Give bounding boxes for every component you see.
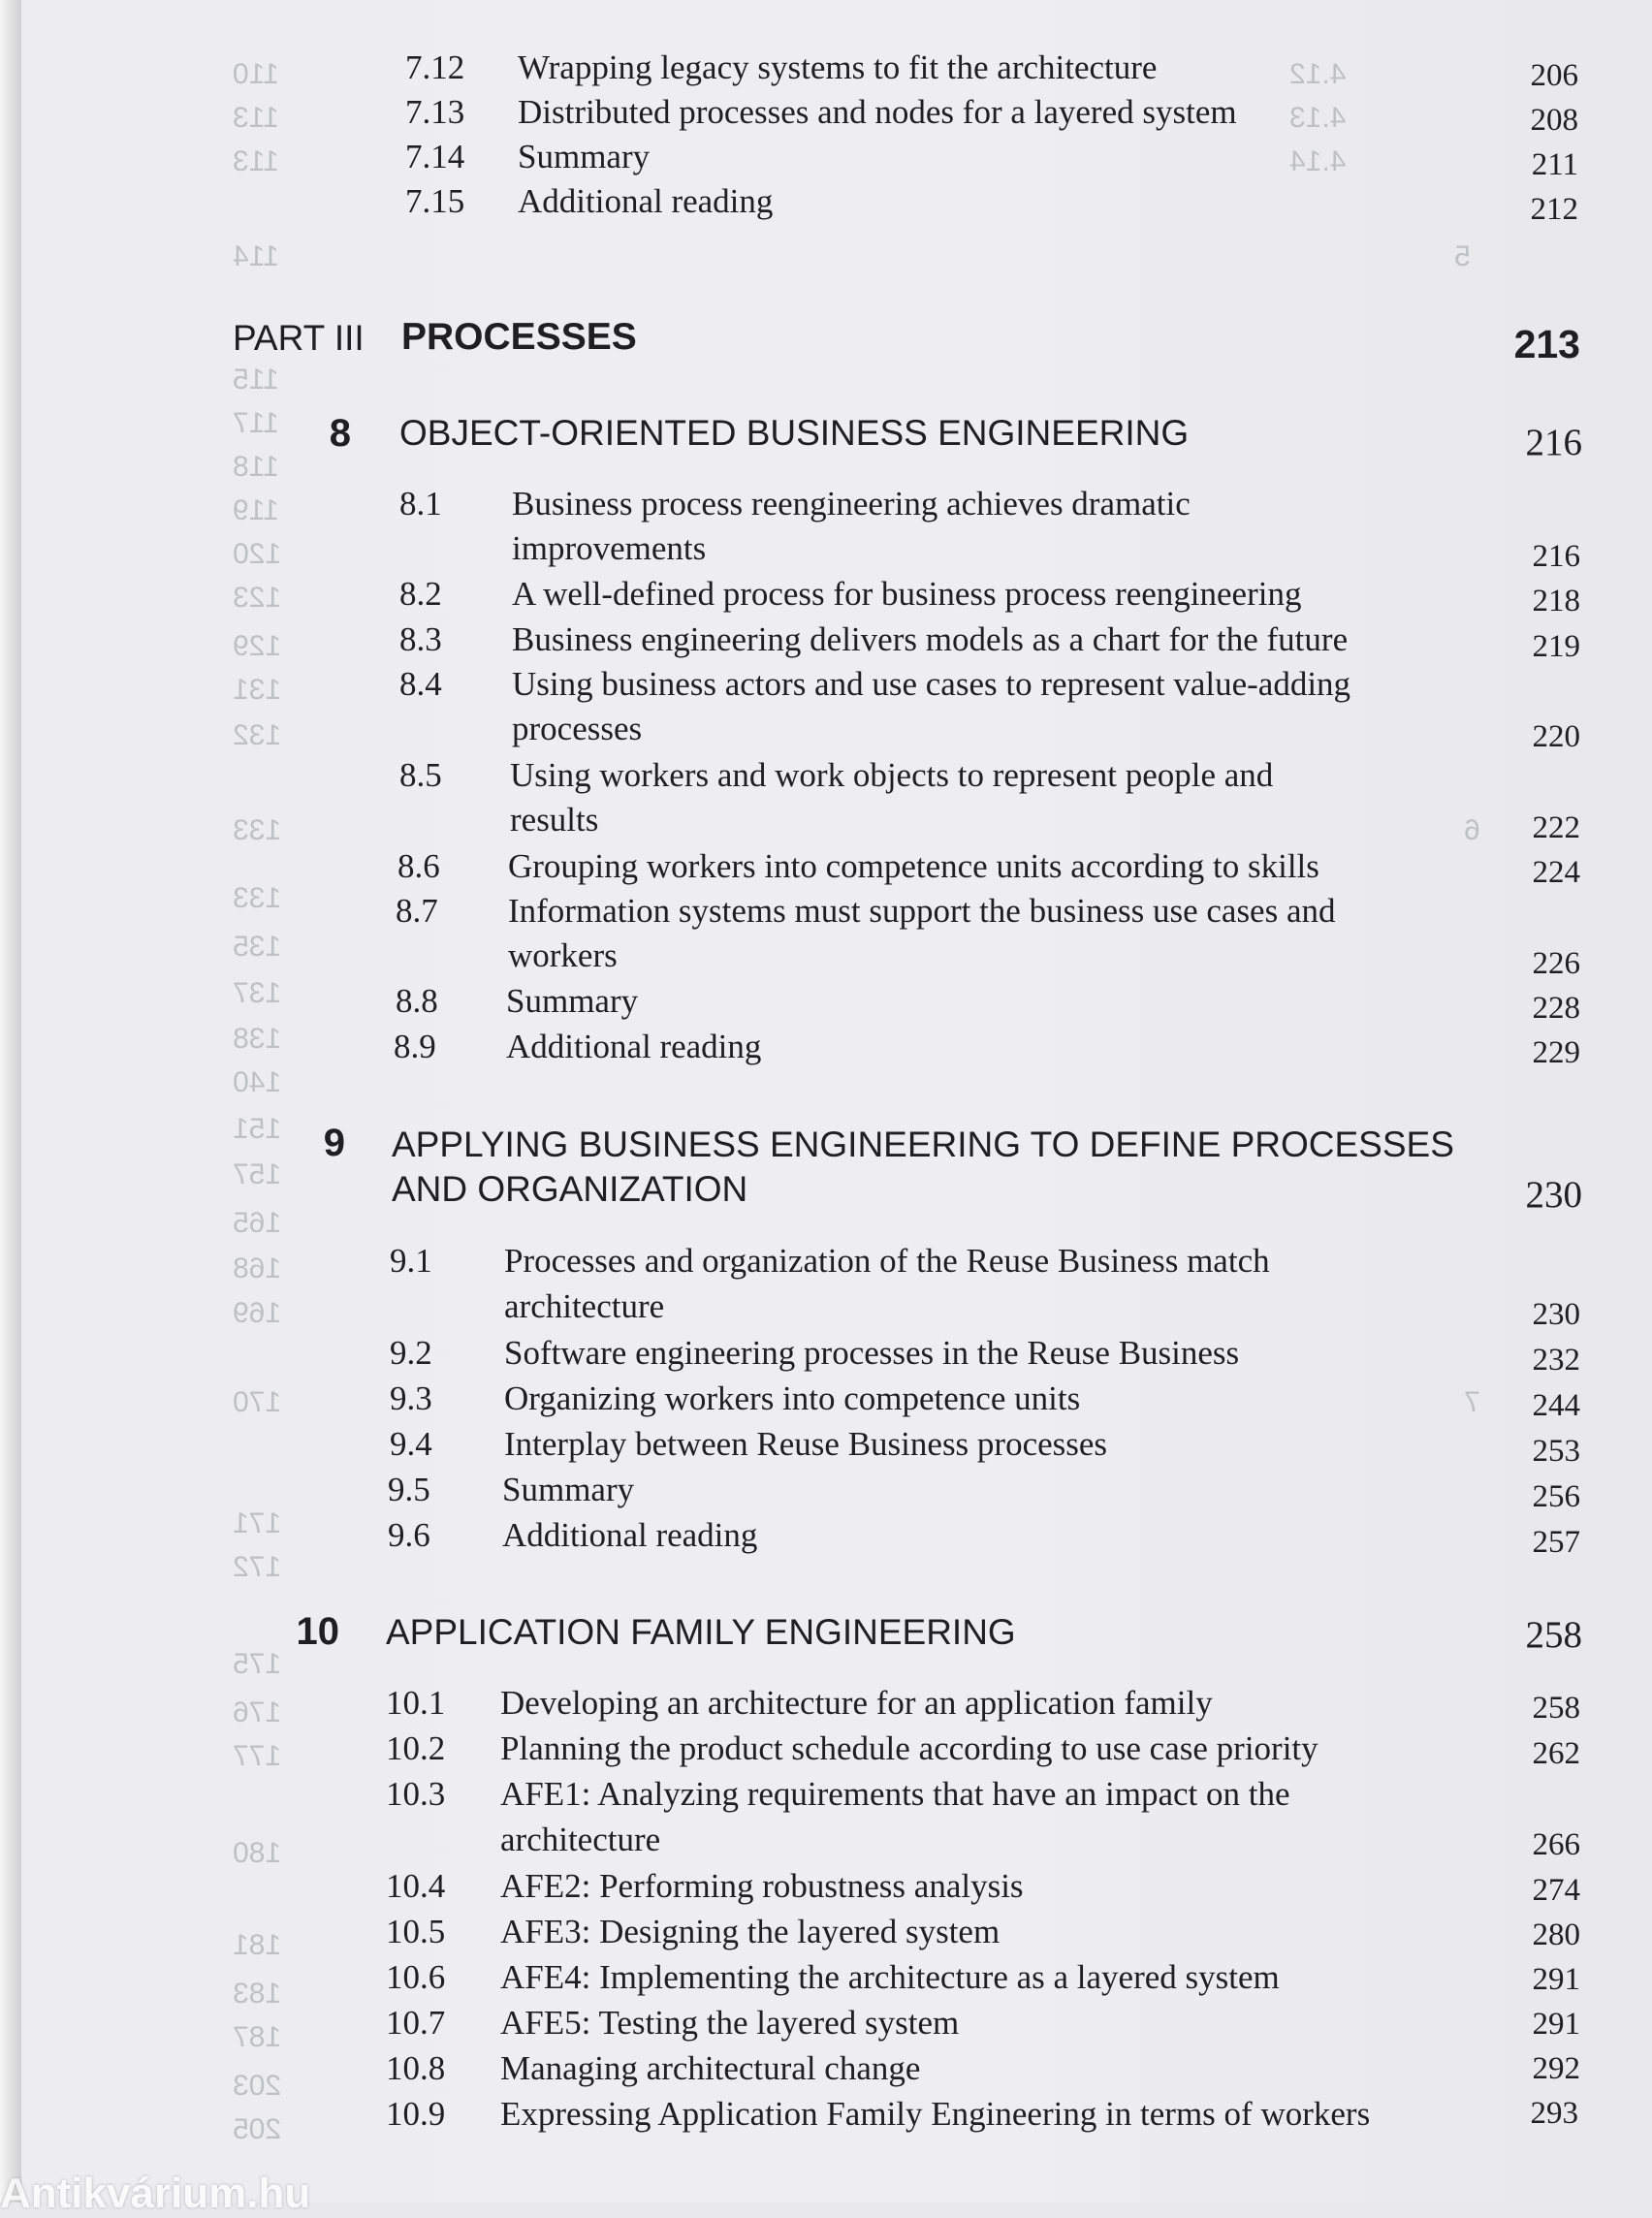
section-title-cont: processes	[512, 710, 643, 747]
section-number: 9.1	[390, 1242, 432, 1280]
section-number: 10.6	[386, 1958, 446, 1996]
section-number: 9.4	[390, 1425, 432, 1463]
section-number: 8.1	[399, 485, 442, 523]
section-title: Grouping workers into competence units according to skills	[508, 847, 1319, 885]
section-page: 229	[1532, 1035, 1580, 1070]
section-page: 266	[1532, 1827, 1580, 1862]
section-title: AFE3: Designing the layered system	[500, 1913, 1001, 1950]
section-title: Organizing workers into competence units	[504, 1379, 1081, 1417]
section-number: 8.5	[399, 756, 442, 794]
section-number: 9.6	[388, 1516, 430, 1554]
section-page: 292	[1532, 2051, 1580, 2086]
section-title-cont: improvements	[512, 529, 707, 567]
section-title: Business engineering delivers models as a chart for the future	[512, 620, 1349, 658]
section-page: 219	[1532, 629, 1580, 664]
section-title-cont: architecture	[504, 1287, 665, 1325]
section-number: 8.9	[394, 1028, 436, 1065]
section-page: 208	[1530, 103, 1578, 138]
section-title: Business process reengineering achieves dramatic	[512, 485, 1191, 523]
section-title: Distributed processes and nodes for a layered system	[518, 93, 1237, 131]
section-number: 7.15	[405, 182, 465, 220]
part-title: PROCESSES	[401, 316, 637, 358]
section-title: Additional reading	[506, 1028, 762, 1065]
chapter-title-cont: AND ORGANIZATION	[392, 1169, 748, 1209]
section-title: Expressing Application Family Engineering in terms of workers	[500, 2095, 1371, 2133]
page-edge	[0, 0, 21, 2202]
section-page: 230	[1532, 1297, 1580, 1332]
section-page: 226	[1532, 946, 1580, 981]
chapter-page: 230	[1525, 1174, 1582, 1216]
chapter-title: APPLICATION FAMILY ENGINEERING	[386, 1612, 1016, 1652]
chapter-page: 258	[1525, 1614, 1582, 1656]
section-page: 258	[1532, 1691, 1580, 1726]
section-page: 293	[1530, 2096, 1578, 2131]
section-title: Summary	[502, 1471, 635, 1508]
section-title: Interplay between Reuse Business processes	[504, 1425, 1108, 1463]
section-page: 291	[1532, 1962, 1580, 1997]
section-number: 7.14	[405, 138, 465, 175]
section-title: AFE1: Analyzing requirements that have an impact on the	[500, 1775, 1290, 1813]
section-number: 9.5	[388, 1471, 430, 1508]
chapter-title: APPLYING BUSINESS ENGINEERING TO DEFINE PROCESSES	[392, 1125, 1454, 1164]
section-title: Additional reading	[502, 1516, 758, 1554]
section-number: 8.6	[397, 847, 440, 885]
section-title-cont: architecture	[500, 1821, 661, 1858]
section-number: 9.2	[390, 1334, 432, 1372]
section-page: 212	[1530, 192, 1578, 227]
section-title: A well-defined process for business process reengineering	[512, 575, 1302, 613]
section-page: 218	[1532, 584, 1580, 618]
section-title: Wrapping legacy systems to fit the architecture	[518, 48, 1158, 86]
section-title: Summary	[506, 982, 639, 1020]
section-page: 232	[1532, 1343, 1580, 1378]
section-number: 10.5	[386, 1913, 446, 1950]
section-page: 257	[1532, 1525, 1580, 1560]
section-title: Managing architectural change	[500, 2049, 921, 2087]
section-title: Using business actors and use cases to represent value-adding	[512, 665, 1351, 703]
section-page: 211	[1531, 147, 1578, 182]
section-page: 262	[1532, 1736, 1580, 1771]
section-page: 216	[1532, 539, 1580, 574]
section-title: Processes and organization of the Reuse Business match	[504, 1242, 1270, 1280]
section-number: 8.7	[396, 892, 438, 930]
section-page: 291	[1532, 2007, 1580, 2042]
section-number: 10.4	[386, 1867, 446, 1905]
section-title: Planning the product schedule according to use case priority	[500, 1729, 1318, 1767]
section-title: Summary	[518, 138, 651, 175]
show-through-layer: 4.12 4.13 4.14 110 113 113 114 5 115 117 118 119 120 123 129 131 132 133 6 133 135 137 138 140 151 157 165 168 169 170 7 171 172 175 176 177 180 181 183 187 203 205	[233, 58, 1480, 2145]
section-page: 228	[1532, 991, 1580, 1026]
watermark: Antikvárium.hu	[0, 2170, 311, 2217]
section-number: 7.12	[405, 48, 465, 86]
section-number: 10.1	[386, 1684, 446, 1722]
section-page: 224	[1532, 855, 1580, 890]
section-number: 10.9	[386, 2095, 446, 2133]
section-number: 8.4	[399, 665, 442, 703]
section-number: 10.8	[386, 2049, 446, 2087]
chapter-number: 8	[329, 412, 351, 455]
chapter-title: OBJECT-ORIENTED BUSINESS ENGINEERING	[399, 413, 1190, 453]
section-title: Software engineering processes in the Reuse Business	[504, 1334, 1240, 1372]
section-title: Using workers and work objects to represent people and	[510, 756, 1274, 794]
section-number: 7.13	[405, 93, 465, 131]
part-page: 213	[1513, 322, 1580, 366]
section-number: 8.2	[399, 575, 442, 613]
section-page: 253	[1532, 1434, 1580, 1469]
section-title: AFE2: Performing robustness analysis	[500, 1867, 1024, 1905]
section-title: Additional reading	[518, 182, 774, 220]
section-page: 206	[1530, 58, 1578, 93]
section-page: 274	[1532, 1873, 1580, 1908]
section-title: AFE5: Testing the layered system	[500, 2004, 960, 2042]
chapter-number: 9	[323, 1122, 345, 1164]
section-page: 222	[1532, 810, 1580, 845]
section-title-cont: results	[510, 801, 599, 839]
chapter-page: 216	[1525, 422, 1582, 463]
section-page: 280	[1532, 1917, 1580, 1952]
section-title-cont: workers	[508, 936, 618, 974]
section-number: 8.3	[399, 620, 442, 658]
section-number: 9.3	[390, 1379, 432, 1417]
section-title: Developing an architecture for an application family	[500, 1684, 1213, 1722]
section-title: Information systems must support the business use cases and	[508, 892, 1336, 930]
section-page: 256	[1532, 1479, 1580, 1514]
section-number: 8.8	[396, 982, 438, 1020]
section-number: 10.3	[386, 1775, 446, 1813]
section-page: 244	[1532, 1388, 1580, 1423]
chapter-number: 10	[296, 1610, 339, 1653]
section-page: 220	[1532, 719, 1580, 754]
section-title: AFE4: Implementing the architecture as a layered system	[500, 1958, 1280, 1996]
part-label: PART III	[233, 318, 365, 358]
section-number: 10.7	[386, 2004, 446, 2042]
section-number: 10.2	[386, 1729, 446, 1767]
